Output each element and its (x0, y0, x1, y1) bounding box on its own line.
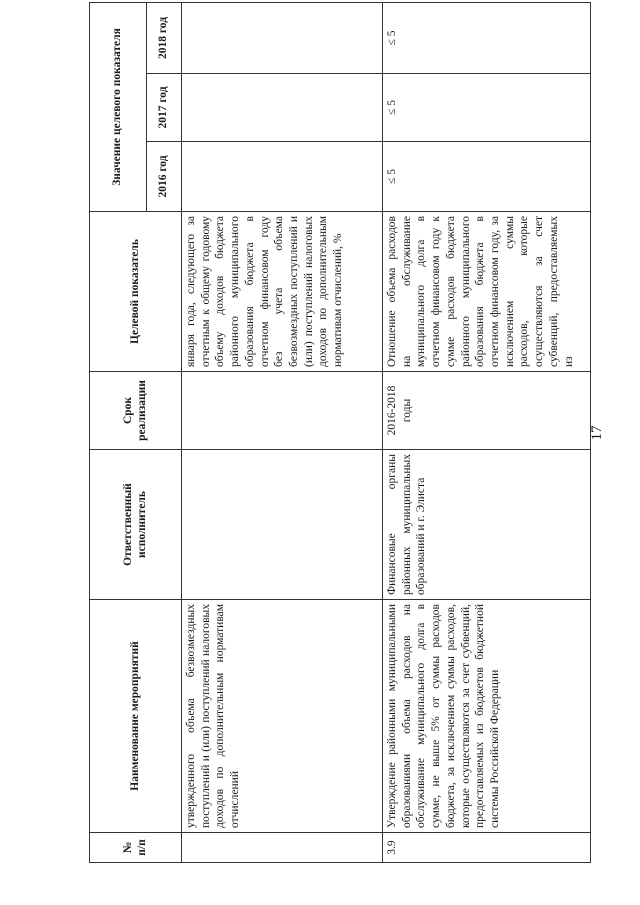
row-value-2018: ≤ 5 (383, 2, 591, 73)
row-indicator: Отношение объема расходов на обслуживание муниципального долга в отчетном финансовом году к сумме расходов бюджета районного муниципального образования бюджета в отчетном финансовом году, за исключением суммы расходов, которые осуществляются за счет субвенций, предоставляемых из (383, 212, 591, 372)
header-year-2018: 2018 год (147, 2, 182, 73)
row-num (182, 833, 383, 863)
row-value-2016 (182, 142, 383, 212)
row-measure: Утверждение районными муниципальными образованиями объема расходов на обслуживание муниципального долга в сумме, не выше 5% от суммы расходов бюджета, за исключением суммы расходов, которые осуществляются за счет субвенций, предоставляемых из бюджетов бюджетной системы Российской Федерации (383, 600, 591, 833)
row-value-2017 (182, 74, 383, 142)
header-num: № п/п (90, 833, 182, 863)
row-indicator: января года, следующего за отчетным к общему годовому объему доходов бюджета районного муниципального образования бюджета в отчетном финансовом году без учета объема безвозмездных поступлений и (или) поступлений налоговых доходов по дополнительным нормативам отчислений, % (182, 212, 383, 372)
row-deadline: 2016-2018 годы (383, 372, 591, 450)
measures-table (89, 2, 591, 863)
page-number: 17 (589, 425, 605, 441)
row-value-2016: ≤ 5 (383, 142, 591, 212)
header-row (90, 2, 147, 862)
row-measure: утвержденного объема безвозмездных поступлений и (или) поступлений налоговых доходов по дополнительным нормативам отчислений (182, 600, 383, 833)
header-deadline: Срок реализации (90, 372, 182, 450)
table-row (383, 2, 591, 862)
header-measure: Наименование мероприятий (90, 600, 182, 833)
header-indicator: Целевой показатель (90, 212, 182, 372)
document-page (89, 3, 629, 863)
header-executor: Ответственный исполнитель (90, 450, 182, 600)
row-value-2018 (182, 2, 383, 73)
row-num: 3.9 (383, 833, 591, 863)
row-executor: Финансовые органы районных муниципальных образований и г. Элиста (383, 450, 591, 600)
header-year-2016: 2016 год (147, 142, 182, 212)
header-target-group: Значение целевого показателя (90, 2, 147, 211)
header-year-2017: 2017 год (147, 74, 182, 142)
row-executor (182, 450, 383, 600)
row-value-2017: ≤ 5 (383, 74, 591, 142)
table-row (182, 2, 383, 862)
row-deadline (182, 372, 383, 450)
